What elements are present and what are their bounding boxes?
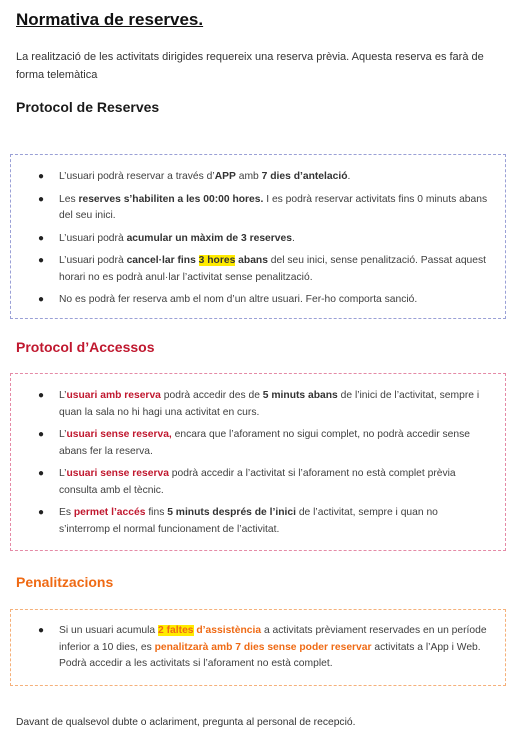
list-item: ● Les reserves s’habiliten a les 00:00 hores. I es podrà reservar activitats fins 0 minuts abans del seu inici.: [38, 193, 488, 221]
list-item: ● Es permet l’accés fins 5 minuts després de l’inici de l’activitat, sempre i quan no s’interromp el normal funcionament de l’activitat.: [38, 507, 438, 535]
list-item: ● L’usuari sense reserva podrà accedir a l’activitat si l’aforament no està complet prèvia consulta amb el tècnic.: [38, 468, 456, 496]
bullet-icon: ●: [38, 429, 45, 440]
bullet-icon: ●: [38, 507, 45, 518]
bullet-icon: ●: [38, 468, 45, 479]
list-item: ● Si un usuari acumula 2 faltes d’assistència a activitats prèviament reservades en un període inferior a 10 dies, es penalitzarà amb 7 dies sense poder reservar activitats a l’App i Web. Podrà accedir a les activitats si l’aforament no està complet.: [38, 625, 487, 669]
section-heading-penalitzacions: Penalitzacions: [16, 574, 114, 590]
bullet-icon: ●: [38, 232, 45, 244]
bullet-icon: ●: [38, 390, 45, 401]
bullet-icon: ●: [38, 255, 45, 266]
bullet-icon: ●: [38, 171, 45, 182]
footer-note: Davant de qualsevol dubte o aclariment, pregunta al personal de recepció.: [16, 717, 356, 728]
list-item: ● No es podrà fer reserva amb el nom d’un altre usuari. Fer-ho comporta sanció.: [11, 292, 505, 309]
section-heading-accessos: Protocol d’Accessos: [16, 339, 155, 355]
section-heading-reserves: Protocol de Reserves: [16, 99, 160, 115]
page-title: Normativa de reserves.: [16, 10, 204, 29]
list-item: ● L’usuari sense reserva, encara que l’aforament no sigui complet, no podrà accedir sense abans fer la reserva.: [38, 429, 470, 457]
list-item: ● L’usuari podrà cancel·lar fins 3 hores abans del seu inici, sense penalització. Passat aquest horari no es podrà anul·lar l’activitat sense penalització.: [38, 255, 487, 283]
accessos-box: [10, 373, 506, 551]
bullet-icon: ●: [38, 625, 45, 636]
list-item: ● L’usuari podrà reservar a través d’APP amb 7 dies d’antelació.: [11, 169, 505, 186]
list-item: ● L’usuari podrà acumular un màxim de 3 reserves.: [11, 231, 505, 248]
bullet-icon: ●: [38, 294, 45, 305]
reserves-box: [10, 154, 506, 319]
bullet-icon: ●: [38, 193, 45, 205]
intro-paragraph: La realització de les activitats dirigides requereix una reserva prèvia. Aquesta reserva es farà de forma telemàtica: [16, 51, 484, 81]
penalitzacions-box: [10, 609, 506, 686]
list-item: ● L’usuari amb reserva podrà accedir des de 5 minuts abans de l’inici de l’activitat, sempre i quan la sala no hi hagi una activitat en curs.: [38, 390, 480, 418]
